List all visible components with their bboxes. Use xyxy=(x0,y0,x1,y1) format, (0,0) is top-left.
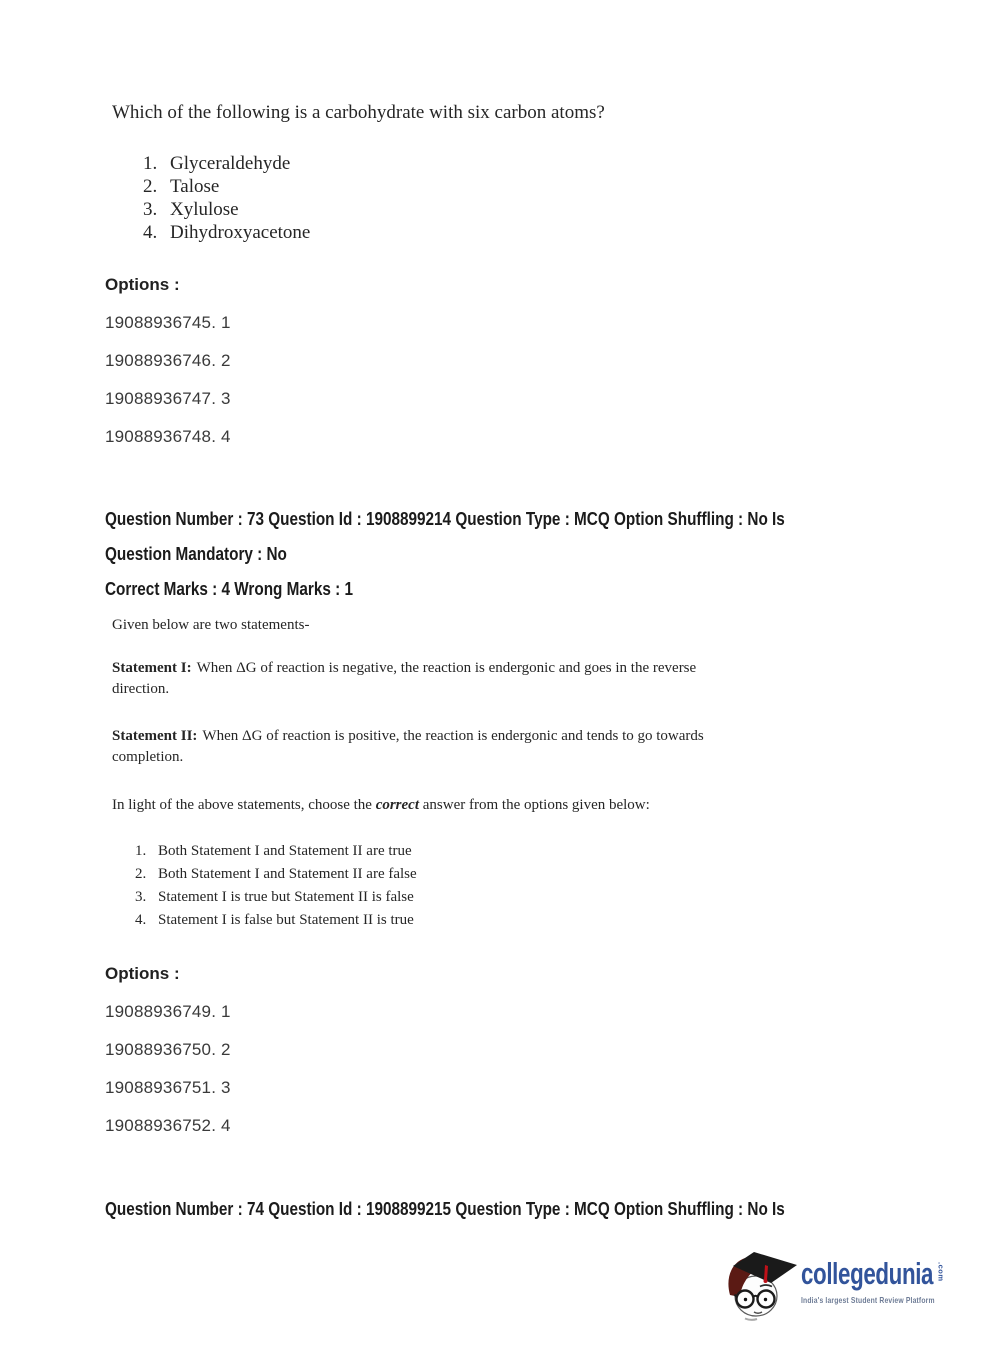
top-question-block xyxy=(105,101,975,448)
options-heading: Options : xyxy=(105,964,180,983)
choice-item xyxy=(143,198,975,221)
choice-item xyxy=(143,152,975,175)
option-id-row: 19088936749. 1 xyxy=(105,1002,231,1021)
choice-number: 4. xyxy=(143,222,158,243)
option-id-row: 19088936751. 3 xyxy=(105,1078,231,1097)
question-73-meta xyxy=(105,507,975,601)
choice-number: 2. xyxy=(135,866,147,882)
question-74-block xyxy=(105,1197,975,1221)
choice-number: 3. xyxy=(143,199,158,220)
closing-prefix: In light of the above statements, choose the xyxy=(112,797,372,813)
choice-item xyxy=(143,221,975,244)
exam-document-page xyxy=(105,0,975,1221)
choice-label: Both Statement I and Statement II are false xyxy=(158,866,417,882)
closing-emphasis: correct xyxy=(375,797,420,813)
question-meta-line: Question Number : 73 Question Id : 1908899214 Question Type : MCQ Option Shuffling : No Is xyxy=(105,509,785,529)
closing-suffix: answer from the options given below: xyxy=(422,797,650,813)
choice-list xyxy=(143,152,975,244)
collegedunia-logo xyxy=(724,1251,968,1321)
collegedunia-mascot-icon xyxy=(724,1251,798,1321)
statement-1-label: Statement I: xyxy=(112,660,192,676)
question-text: Which of the following is a carbohydrate with six carbon atoms? xyxy=(112,102,605,123)
choice-number: 1. xyxy=(143,153,158,174)
brand-row xyxy=(801,1258,968,1290)
question-meta-line: Question Mandatory : No xyxy=(105,544,287,564)
choice-item xyxy=(135,840,775,863)
question-intro: Given below are two statements- xyxy=(112,617,310,633)
option-id-row: 19088936745. 1 xyxy=(105,313,231,332)
closing-line xyxy=(112,795,975,816)
collegedunia-logo-text xyxy=(801,1251,968,1308)
choice-item xyxy=(135,886,775,909)
choice-label: Glyceraldehyde xyxy=(170,153,291,174)
option-id-row: 19088936750. 2 xyxy=(105,1040,231,1059)
question-meta-line: Question Number : 74 Question Id : 1908899215 Question Type : MCQ Option Shuffling : No Is xyxy=(105,1199,785,1219)
statement-1 xyxy=(112,658,752,700)
choice-item xyxy=(135,909,775,932)
choice-label: Statement I is false but Statement II is true xyxy=(158,912,414,928)
choice-number: 2. xyxy=(143,176,158,197)
choice-item xyxy=(143,175,975,198)
choice-item xyxy=(135,863,775,886)
choice-number: 1. xyxy=(135,843,147,859)
brand-domain-suffix: .com xyxy=(936,1262,946,1282)
choice-label: Talose xyxy=(170,176,220,197)
choice-list xyxy=(135,840,775,932)
choice-label: Dihydroxyacetone xyxy=(170,222,311,243)
statement-2-label: Statement II: xyxy=(112,728,198,744)
statement-2-text: When ΔG of reaction is positive, the reaction is endergonic and tends to go towards completion. xyxy=(112,728,704,765)
option-id-row: 19088936746. 2 xyxy=(105,351,231,370)
choice-label: Both Statement I and Statement II are true xyxy=(158,843,412,859)
option-id-row: 19088936747. 3 xyxy=(105,389,231,408)
options-heading: Options : xyxy=(105,275,180,294)
choice-label: Statement I is true but Statement II is false xyxy=(158,889,414,905)
choice-number: 4. xyxy=(135,912,147,928)
marks-line: Correct Marks : 4 Wrong Marks : 1 xyxy=(105,579,354,599)
statement-2 xyxy=(112,726,752,768)
option-id-row: 19088936752. 4 xyxy=(105,1116,231,1135)
brand-tagline: India's largest Student Review Platform xyxy=(800,1295,935,1305)
statement-1-text: When ΔG of reaction is negative, the reaction is endergonic and goes in the reverse direction. xyxy=(112,660,697,697)
question-74-meta xyxy=(105,1197,975,1221)
option-id-row: 19088936748. 4 xyxy=(105,427,231,446)
question-73-block xyxy=(105,507,975,1137)
choice-label: Xylulose xyxy=(170,199,239,220)
choice-number: 3. xyxy=(135,889,147,905)
brand-name: collegedunia xyxy=(800,1256,933,1291)
